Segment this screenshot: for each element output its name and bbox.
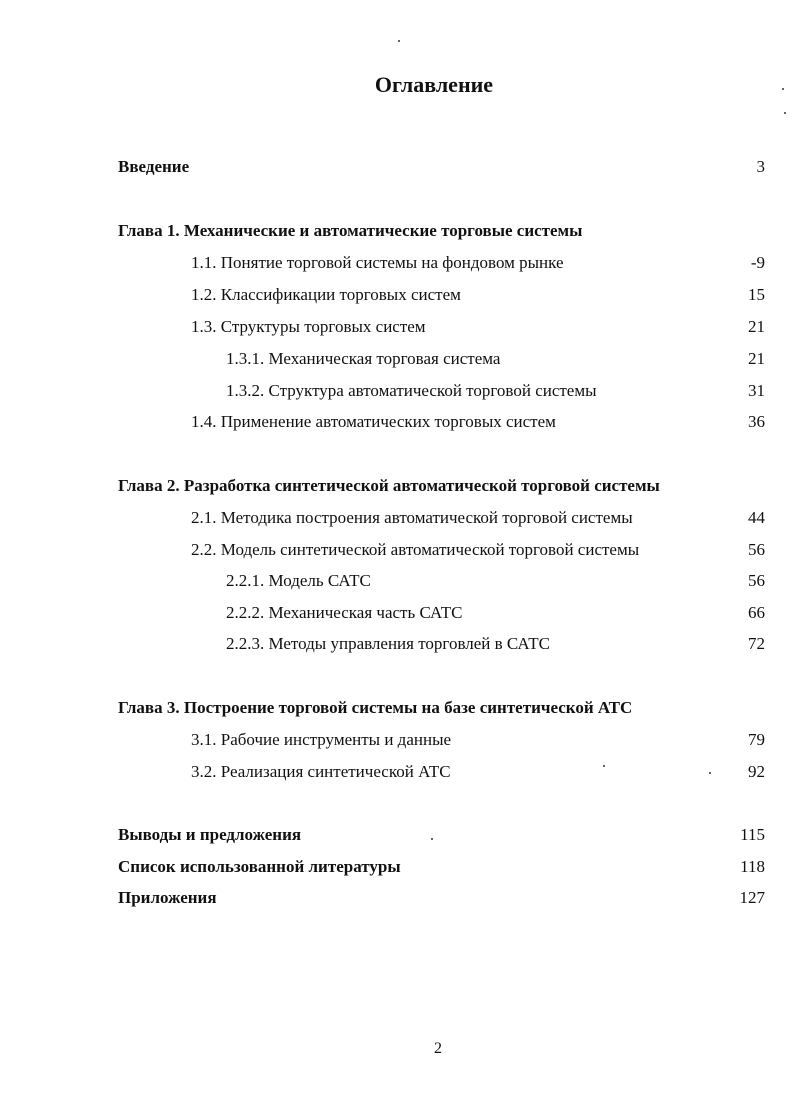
toc-entry-2-1: 2.1. Методика построения автоматической торговой системы <box>191 508 633 527</box>
toc-entry-2-2: 2.2. Модель синтетической автоматической торговой системы <box>191 540 640 559</box>
scan-speck <box>782 88 784 90</box>
toc-entry-2-2-1: 2.2.1. Модель САТС <box>226 571 371 590</box>
toc-page-3-2: 92 <box>748 762 765 781</box>
toc-chapter-1: Глава 1. Механические и автоматические торговые системы <box>118 221 583 240</box>
toc-page-intro: 3 <box>756 157 765 176</box>
toc-entry-1-2: 1.2. Классификации торговых систем <box>191 285 461 304</box>
toc-chapter-3: Глава 3. Построение торговой системы на базе синтетической АТС <box>118 698 633 717</box>
scan-speck <box>603 765 605 767</box>
toc-entry-2-2-3: 2.2.3. Методы управления торговлей в САТС <box>226 634 550 653</box>
scan-speck <box>784 112 786 114</box>
toc-page-1-3-2: 31 <box>748 381 765 400</box>
toc-page-2-2-2: 66 <box>748 603 765 622</box>
toc-entry-appendices: Приложения <box>118 888 217 907</box>
footer-page-number: 2 <box>434 1040 442 1057</box>
toc-page-2-2-1: 56 <box>748 571 765 590</box>
toc-page-3-1: 79 <box>748 730 765 749</box>
toc-page-1-3-1: 21 <box>748 349 765 368</box>
toc-entry-1-1: 1.1. Понятие торговой системы на фондовом рынке <box>191 253 564 272</box>
page-title: Оглавление <box>374 72 494 97</box>
scan-speck <box>431 838 433 840</box>
scan-speck <box>709 772 711 774</box>
toc-page-references: 118 <box>740 857 765 876</box>
toc-entry-3-2: 3.2. Реализация синтетической АТС <box>191 762 451 781</box>
toc-chapter-2: Глава 2. Разработка синтетической автоматической торговой системы <box>118 476 660 495</box>
toc-page-2-1: 44 <box>748 508 765 527</box>
toc-entry-intro: Введение <box>118 157 190 176</box>
toc-entry-references: Список использованной литературы <box>118 857 401 876</box>
toc-page-2-2-3: 72 <box>748 634 765 653</box>
toc-page-1-2: 15 <box>748 285 765 304</box>
scan-speck <box>398 40 400 42</box>
toc-entry-1-3-1: 1.3.1. Механическая торговая система <box>226 349 501 368</box>
toc-page-2-2: 56 <box>748 540 765 559</box>
toc-page-appendices: 127 <box>739 888 765 907</box>
toc-entry-1-4: 1.4. Применение автоматических торговых систем <box>191 412 556 431</box>
toc-entry-conclusions: Выводы и предложения <box>118 825 302 844</box>
toc-entry-2-2-2: 2.2.2. Механическая часть САТС <box>226 603 463 622</box>
toc-page-1-4: 36 <box>748 412 765 431</box>
toc-page-1-1: -9 <box>750 253 765 272</box>
toc-page-conclusions: 115 <box>740 825 765 844</box>
toc-entry-1-3: 1.3. Структуры торговых систем <box>191 317 426 336</box>
toc-entry-3-1: 3.1. Рабочие инструменты и данные <box>191 730 452 749</box>
toc-page-1-3: 21 <box>748 317 765 336</box>
toc-entry-1-3-2: 1.3.2. Структура автоматической торговой системы <box>226 381 597 400</box>
